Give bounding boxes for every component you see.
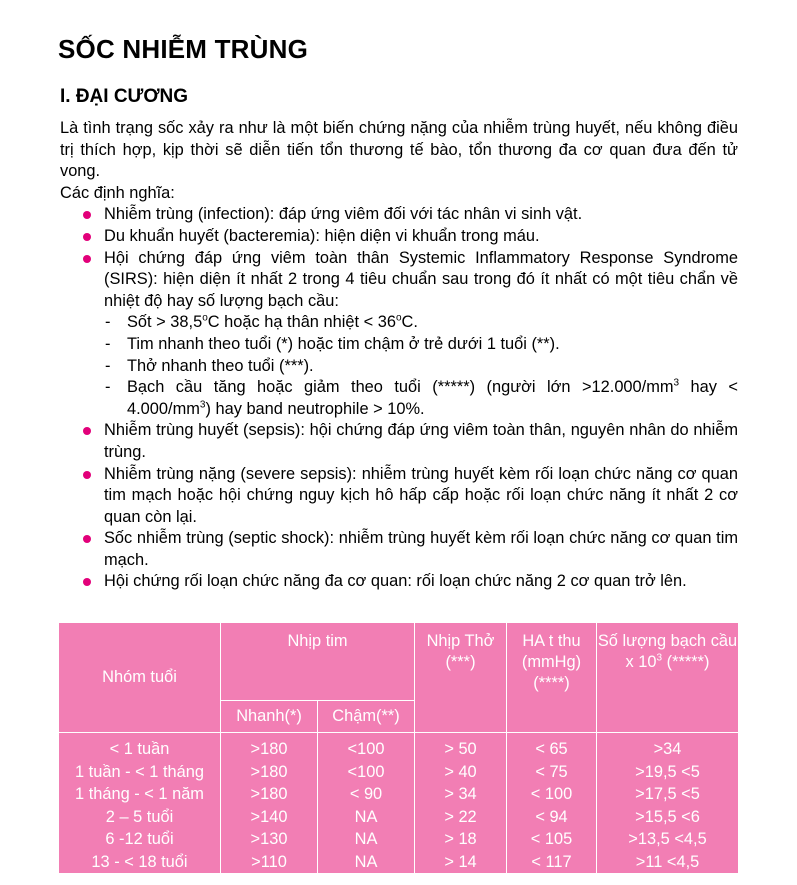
superscript: o — [202, 312, 208, 324]
table-cell: < 65 — [535, 740, 568, 758]
col-slow — [318, 733, 415, 874]
sirs-criterion-resp: - Thở nhanh theo tuổi (***). — [104, 356, 738, 378]
table-cell: >130 — [250, 830, 288, 848]
table-cell: 13 - < 18 tuổi — [91, 852, 188, 871]
intro-paragraph: Là tình trạng sốc xảy ra như là một biến chứng nặng của nhiễm trùng huyết, nếu không điều trị thích hợp, kịp thời sẽ diễn tiến tổn thương tế bào, tổn thương đa cơ quan đưa đến tử vong. — [60, 119, 738, 181]
list-item-sirs — [60, 248, 738, 421]
table-cell: >180 — [250, 785, 288, 803]
section-heading: I. ĐẠI CƯƠNG — [60, 86, 189, 107]
header-slow: Chậm(**) — [318, 701, 415, 733]
superscript: 3 — [199, 399, 206, 411]
table-cell: > 14 — [444, 852, 477, 871]
sirs-criteria-list — [104, 312, 738, 420]
col-bp — [507, 733, 597, 874]
text: C hoặc hạ thân nhiệt < 36 — [207, 313, 396, 332]
list-item: Sốc nhiễm trùng (septic shock): nhiễm trùng huyết kèm rối loạn chức năng cơ quan tim mạch. — [60, 528, 738, 571]
list-item: Nhiễm trùng huyết (sepsis): hội chứng đáp ứng viêm toàn thân, nguyên nhân do nhiễm trùng. — [60, 420, 738, 463]
table-cell: >13,5 <4,5 — [628, 830, 707, 848]
table-cell: 2 – 5 tuổi — [105, 807, 174, 826]
table-cell: NA — [354, 852, 378, 871]
table-cell: 1 tuần - < 1 tháng — [75, 762, 204, 781]
table-cell: 1 tháng - < 1 năm — [75, 785, 204, 803]
table-cell: > 22 — [444, 807, 477, 826]
table-cell: NA — [354, 830, 378, 848]
text: Bạch cầu tăng hoặc giảm theo tuổi (*****) (người lớn >12.000/mm — [127, 378, 674, 397]
list-item: Hội chứng rối loạn chức năng đa cơ quan: rối loạn chức năng 2 cơ quan trở lên. — [60, 571, 738, 593]
superscript: o — [395, 312, 402, 324]
sirs-criterion-wbc — [104, 377, 738, 420]
sirs-text: Hội chứng đáp ứng viêm toàn thân Systemic Inflammatory Response Syndrome (SIRS): hiện diện ít nhất 2 trong 4 tiêu chuẩn sau trong đó ít nhất có một tiêu chẩn về nhiệt độ hay số lượng bạch cầu: — [104, 248, 738, 310]
text: ) hay band neutrophile > 10%. — [205, 399, 425, 418]
table-cell: < 100 — [530, 785, 573, 803]
table-cell: >180 — [250, 740, 288, 758]
text: hay < 4.000/mm — [127, 378, 738, 418]
table-cell: <100 — [347, 762, 385, 781]
text: Sốt > 38,5 — [127, 313, 203, 332]
table-cell: >140 — [250, 807, 288, 826]
table-cell: < 1 tuần — [109, 740, 170, 758]
text: C. — [401, 313, 418, 332]
header-heart-rate: Nhịp tim — [221, 623, 415, 701]
table-cell: < 90 — [349, 785, 383, 803]
col-age — [59, 733, 221, 874]
document-body — [60, 118, 738, 593]
col-resp — [415, 733, 507, 874]
table-cell: >15,5 <6 — [635, 807, 700, 826]
header-age-group: Nhóm tuổi — [59, 623, 221, 733]
definitions-list — [60, 204, 738, 593]
col-fast — [221, 733, 318, 874]
table-cell: >110 — [251, 852, 287, 871]
table-cell: < 75 — [535, 762, 568, 781]
list-item: Du khuẩn huyết (bacteremia): hiện diện vi khuẩn trong máu. — [60, 226, 738, 248]
table-cell: NA — [354, 807, 378, 826]
table-cell: < 117 — [531, 852, 572, 871]
header-systolic-bp: HA t thu (mmHg) (****) — [507, 623, 597, 733]
table-cell: < 94 — [535, 807, 568, 826]
sirs-criterion-heart: - Tim nhanh theo tuổi (*) hoặc tim chậm ở trẻ dưới 1 tuổi (**). — [104, 334, 738, 356]
text: (*****) — [662, 653, 710, 671]
table-cell: > 18 — [444, 830, 477, 848]
table-cell: >180 — [250, 762, 288, 781]
definitions-label: Các định nghĩa: — [60, 183, 175, 202]
table-cell: > 50 — [444, 740, 477, 758]
sirs-criterion-temperature — [104, 312, 738, 334]
col-wbc — [597, 733, 739, 874]
table-cell: >11 <4,5 — [635, 852, 700, 871]
page-title: SỐC NHIỄM TRÙNG — [58, 34, 308, 64]
list-item: Nhiễm trùng (infection): đáp ứng viêm đối với tác nhân vi sinh vật. — [60, 204, 738, 226]
header-resp-rate: Nhịp Thở (***) — [415, 623, 507, 733]
table-body-row — [59, 733, 739, 874]
table-cell: > 34 — [444, 785, 477, 803]
header-fast: Nhanh(*) — [221, 701, 318, 733]
table-cell: <100 — [347, 740, 385, 758]
table-cell: >19,5 <5 — [635, 762, 700, 781]
superscript: 3 — [656, 652, 663, 664]
superscript: 3 — [673, 377, 680, 389]
table-cell: >17,5 <5 — [635, 785, 700, 803]
table-cell: 6 -12 tuổi — [105, 830, 174, 848]
table-cell: < 105 — [530, 830, 573, 848]
list-item: Nhiễm trùng nặng (severe sepsis): nhiễm trùng huyết kèm rối loạn chức năng cơ quan tim mạch hoặc hội chứng nguy kịch hô hấp cấp hoặc rối loạn chức năng ít nhất 2 cơ quan còn lại. — [60, 464, 738, 529]
table-cell: > 40 — [444, 762, 477, 781]
text: Số lượng bạch cầu x 10 — [597, 632, 738, 671]
header-wbc — [597, 623, 739, 733]
sirs-criteria-table — [58, 622, 739, 874]
table-cell: >34 — [653, 740, 682, 758]
